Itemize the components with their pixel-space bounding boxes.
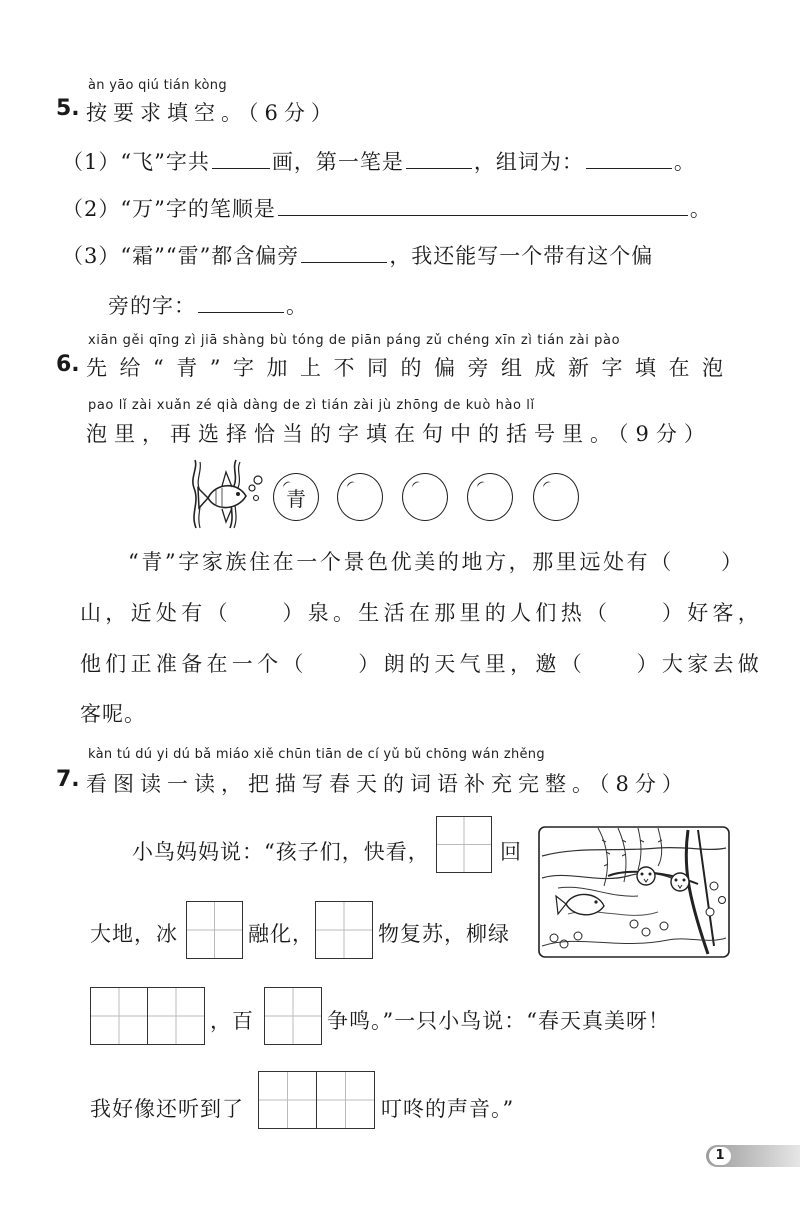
q5-item1-blank-word[interactable] bbox=[586, 150, 672, 169]
q6-number: 6. bbox=[56, 352, 80, 377]
q7-grid-3[interactable] bbox=[315, 901, 373, 959]
q7-line4-text-a: 我好像还听到了 bbox=[90, 1097, 244, 1121]
q5-item2-blank-stroke-order[interactable] bbox=[278, 197, 688, 216]
bubble-center-character: 青 bbox=[286, 487, 306, 511]
q5-item3-line1 bbox=[62, 240, 653, 270]
q5-item3-text-a: （3）“霜”“雷”都含偏旁 bbox=[62, 244, 300, 268]
answer-bubble-4[interactable] bbox=[533, 473, 579, 521]
answer-bubble-3[interactable] bbox=[467, 473, 513, 521]
q7-line1-text-a: 小鸟妈妈说：“孩子们，快看， bbox=[132, 840, 430, 864]
q7-line2-text-c: 物复苏，柳绿 bbox=[378, 922, 510, 946]
q7-line4-text-b: 叮咚的声音。” bbox=[381, 1097, 515, 1121]
q5-number: 5. bbox=[56, 96, 80, 121]
answer-bubble-2[interactable] bbox=[402, 473, 448, 521]
q7-line2-text-b: 融化， bbox=[248, 922, 314, 946]
bubble-shine-icon bbox=[542, 480, 553, 491]
q5-item1-text-a: （1）“飞”字共 bbox=[62, 150, 210, 174]
bubble-shine-icon bbox=[411, 480, 422, 491]
q5-item1-text-b: 画，第一笔是 bbox=[271, 150, 404, 174]
q7-grid-1[interactable] bbox=[436, 816, 492, 873]
q5-item3-line2 bbox=[108, 290, 308, 320]
bubble-shine-icon bbox=[476, 480, 487, 491]
q7-line1-text-b: 回 bbox=[500, 840, 522, 864]
q5-item1-text-c: ，组词为： bbox=[473, 150, 584, 174]
q5-item3-text-b: ，我还能写一个带有这个偏 bbox=[389, 244, 654, 268]
q7-line3-text-b: 争鸣。”一只小鸟说：“春天真美呀！ bbox=[327, 1009, 670, 1033]
bubble-qing bbox=[273, 473, 319, 521]
q7-title: 看图读一读，把描写春天的词语补充完整。（8分） bbox=[86, 772, 689, 796]
q6-pinyin-line1: xiān gěi qīng zì jiā shàng bù tóng de piān páng zǔ chéng xīn zì tián zài pào bbox=[88, 333, 621, 348]
q7-grid-6b[interactable] bbox=[316, 1071, 375, 1129]
q6-pinyin-line2: pao lǐ zài xuǎn zé qià dàng de zì tián zài jù zhōng de kuò hào lǐ bbox=[88, 398, 535, 413]
q6-passage-line1: “青”字家族住在一个景色优美的地方，那里远处有（ ） bbox=[128, 550, 745, 574]
q6-passage-line3: 他们正准备在一个（ ）朗的天气里，邀（ ）大家去做 bbox=[80, 652, 764, 676]
bubble-shine-icon bbox=[346, 480, 357, 491]
q7-grid-2[interactable] bbox=[186, 901, 243, 959]
q5-item1-blank-first-stroke[interactable] bbox=[406, 150, 472, 169]
q7-grid-4a[interactable] bbox=[90, 987, 148, 1045]
q5-title: 按要求填空。（6分） bbox=[86, 101, 338, 125]
spring-scene-illustration bbox=[538, 826, 730, 958]
q6-title-line2: 泡里，再选择恰当的字填在句中的括号里。（9分） bbox=[86, 422, 712, 446]
q6-title-line1: 先给“青”字加上不同的偏旁组成新字填在泡 bbox=[86, 356, 736, 380]
page-number: 1 bbox=[709, 1147, 731, 1165]
q7-number: 7. bbox=[56, 767, 80, 792]
q7-line2-text-a: 大地，冰 bbox=[90, 922, 178, 946]
q5-item1 bbox=[62, 146, 696, 176]
q5-item2-text-a: （2）“万”字的笔顺是 bbox=[62, 197, 276, 221]
q6-passage-line2: 山，近处有（ ）泉。生活在那里的人们热（ ）好客， bbox=[80, 601, 764, 625]
q5-item1-text-d: 。 bbox=[673, 150, 696, 174]
q5-item3-blank-character[interactable] bbox=[198, 294, 284, 313]
q5-item2 bbox=[62, 193, 712, 223]
q5-item3-blank-radical[interactable] bbox=[301, 244, 387, 263]
q7-pinyin: kàn tú dú yi dú bǎ miáo xiě chūn tiān de cí yǔ bǔ chōng wán zhěng bbox=[88, 747, 545, 762]
q5-item1-blank-strokes[interactable] bbox=[212, 150, 270, 169]
q5-item2-text-b: 。 bbox=[689, 197, 712, 221]
q7-grid-6a[interactable] bbox=[258, 1071, 317, 1129]
q7-grid-5[interactable] bbox=[264, 987, 322, 1045]
answer-bubble-1[interactable] bbox=[337, 473, 383, 521]
q6-passage-line4: 客呢。 bbox=[80, 702, 146, 726]
page-number-tab bbox=[706, 1145, 800, 1167]
q7-line3-text-a: ，百 bbox=[210, 1009, 254, 1033]
q7-grid-4b[interactable] bbox=[147, 987, 205, 1045]
q5-item3-text-c: 旁的字： bbox=[108, 294, 196, 318]
q5-pinyin: àn yāo qiú tián kòng bbox=[88, 78, 227, 93]
fish-seaweed-illustration bbox=[186, 458, 272, 530]
q5-item3-text-d: 。 bbox=[286, 294, 308, 318]
